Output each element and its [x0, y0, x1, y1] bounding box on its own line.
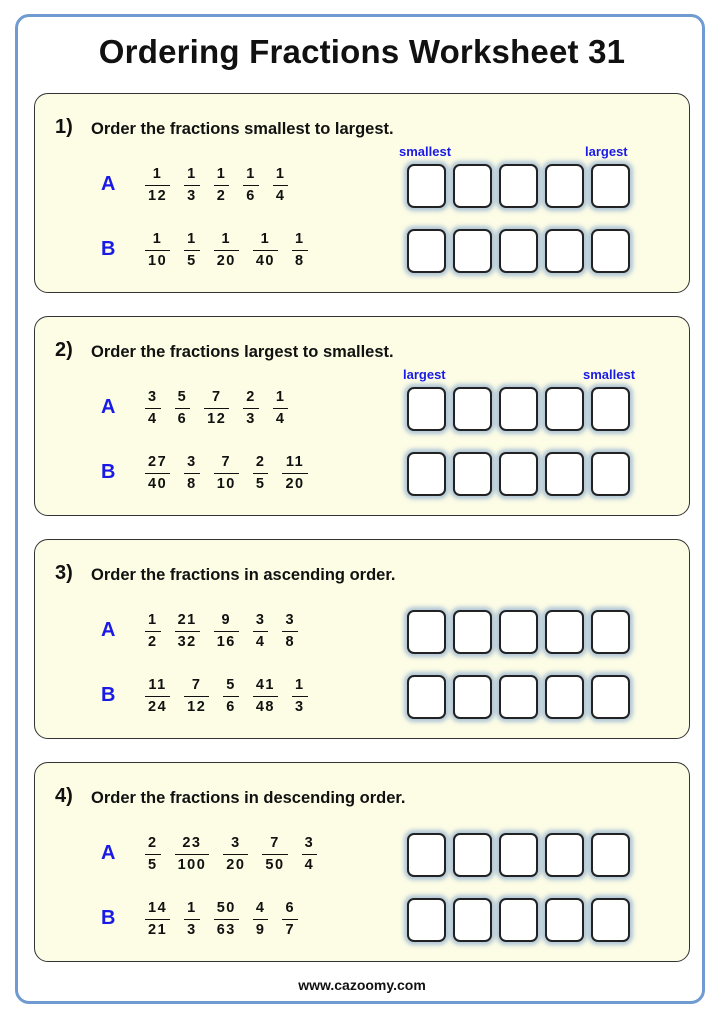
fraction-denominator: 12 — [187, 699, 207, 715]
question-instruction — [91, 789, 406, 808]
fraction-denominator: 4 — [275, 188, 286, 204]
fraction-denominator: 3 — [295, 699, 305, 715]
fraction — [253, 232, 278, 269]
fraction-numerator: 4 — [255, 900, 266, 916]
answer-box[interactable] — [591, 452, 630, 496]
fraction-numerator: 2 — [148, 835, 158, 851]
answer-box[interactable] — [499, 675, 538, 719]
answer-box[interactable] — [407, 452, 446, 496]
fraction-denominator: 6 — [246, 188, 256, 204]
answer-box[interactable] — [591, 610, 630, 654]
fraction-numerator: 3 — [304, 835, 315, 851]
question-number: 2) — [55, 339, 73, 361]
answer-box[interactable] — [499, 452, 538, 496]
fraction — [184, 232, 200, 269]
fraction — [262, 836, 287, 873]
footer-url: www.cazoomy.com — [298, 977, 426, 993]
answer-box[interactable] — [499, 898, 538, 942]
fraction-bar — [145, 854, 161, 856]
fraction-numerator: 1 — [187, 166, 197, 182]
fraction-numerator: 3 — [148, 389, 158, 405]
fraction-bar — [262, 854, 287, 856]
fraction-bar — [273, 408, 289, 410]
fraction-numerator: 1 — [148, 612, 158, 628]
fraction — [273, 390, 289, 427]
fraction — [223, 678, 239, 715]
fraction — [214, 167, 230, 204]
fraction-bar — [223, 854, 248, 856]
fraction-numerator: 7 — [191, 677, 202, 693]
fraction-denominator: 8 — [187, 476, 197, 492]
fraction-denominator: 8 — [285, 634, 296, 650]
fraction-list — [145, 167, 302, 204]
fraction-denominator: 8 — [295, 253, 305, 269]
answer-box[interactable] — [407, 833, 446, 877]
answer-box[interactable] — [545, 833, 584, 877]
answer-box[interactable] — [499, 833, 538, 877]
question-instruction — [91, 343, 394, 362]
fraction — [214, 613, 239, 650]
question-panel-2 — [34, 316, 690, 516]
fraction — [292, 232, 308, 269]
fraction-bar — [145, 408, 161, 410]
fraction — [282, 613, 298, 650]
fraction-bar — [282, 473, 307, 475]
fraction-list — [145, 390, 302, 427]
instruction-text-end: order. — [344, 566, 396, 584]
fraction-numerator: 5 — [226, 677, 236, 693]
fraction-numerator: 1 — [246, 166, 256, 182]
fraction — [214, 455, 239, 492]
fraction-numerator: 1 — [152, 231, 163, 247]
answer-box[interactable] — [591, 675, 630, 719]
fraction — [145, 901, 170, 938]
answer-box[interactable] — [453, 833, 492, 877]
fraction-denominator: 3 — [246, 411, 256, 427]
fraction-denominator: 10 — [148, 253, 168, 269]
fraction-denominator: 12 — [207, 411, 227, 427]
fraction-denominator: 9 — [255, 922, 266, 938]
answer-boxes — [407, 898, 630, 942]
instruction-text: Order the fractions in — [91, 789, 264, 807]
fraction-numerator: 3 — [285, 612, 296, 628]
fraction-numerator: 23 — [182, 835, 202, 851]
fraction-denominator: 4 — [304, 857, 315, 873]
answer-box[interactable] — [407, 229, 446, 273]
fraction-list — [145, 232, 322, 269]
question-instruction — [91, 566, 395, 585]
answer-box[interactable] — [453, 452, 492, 496]
fraction — [253, 901, 269, 938]
answer-box[interactable] — [545, 452, 584, 496]
answer-box[interactable] — [407, 164, 446, 208]
question-number: 4) — [55, 785, 73, 807]
fraction-bar — [145, 250, 170, 252]
fraction-bar — [282, 919, 298, 921]
fraction — [184, 455, 200, 492]
answer-box[interactable] — [591, 898, 630, 942]
row-letter: B — [101, 684, 116, 706]
answer-box[interactable] — [591, 229, 630, 273]
fraction-denominator: 24 — [148, 699, 168, 715]
row-letter: A — [101, 173, 116, 195]
fraction-denominator: 20 — [216, 253, 236, 269]
fraction — [214, 901, 239, 938]
fraction-numerator: 1 — [187, 900, 197, 916]
question-panel-1 — [34, 93, 690, 293]
fraction-denominator: 16 — [216, 634, 236, 650]
answer-box[interactable] — [407, 675, 446, 719]
fraction-numerator: 27 — [148, 454, 168, 470]
fraction-bar — [214, 631, 239, 633]
fraction — [204, 390, 229, 427]
answer-box[interactable] — [453, 164, 492, 208]
fraction-bar — [292, 250, 308, 252]
fraction-numerator: 1 — [275, 166, 286, 182]
fraction-bar — [184, 919, 200, 921]
answer-box[interactable] — [591, 387, 630, 431]
fraction-numerator: 2 — [255, 454, 266, 470]
fraction-bar — [253, 250, 278, 252]
question-panel-3 — [34, 539, 690, 739]
fraction — [145, 836, 161, 873]
fraction-bar — [223, 696, 239, 698]
fraction-bar — [292, 696, 308, 698]
row-letter: B — [101, 238, 116, 260]
fraction-denominator: 50 — [265, 857, 285, 873]
fraction — [175, 836, 210, 873]
fraction — [243, 167, 259, 204]
order-hint-end: smallest — [583, 367, 636, 382]
fraction-list — [145, 836, 331, 873]
fraction-numerator: 50 — [216, 900, 236, 916]
fraction-bar — [145, 631, 161, 633]
fraction-bar — [302, 854, 318, 856]
fraction — [145, 455, 170, 492]
fraction-bar — [214, 250, 239, 252]
fraction-denominator: 6 — [226, 699, 236, 715]
fraction — [145, 678, 170, 715]
answer-box[interactable] — [545, 164, 584, 208]
fraction-bar — [253, 631, 269, 633]
fraction-numerator: 2 — [246, 389, 256, 405]
answer-boxes — [407, 229, 630, 273]
fraction-bar — [243, 408, 259, 410]
fraction-denominator: 32 — [177, 634, 197, 650]
fraction-bar — [243, 185, 259, 187]
fraction-denominator: 5 — [148, 857, 158, 873]
fraction — [282, 901, 298, 938]
fraction-bar — [282, 631, 298, 633]
answer-box[interactable] — [407, 898, 446, 942]
question-number: 3) — [55, 562, 73, 584]
fraction — [175, 390, 191, 427]
answer-box[interactable] — [545, 610, 584, 654]
question-number: 1) — [55, 116, 73, 138]
fraction-denominator: 4 — [275, 411, 286, 427]
fraction-denominator: 40 — [148, 476, 168, 492]
row-letter: A — [101, 396, 116, 418]
fraction-numerator: 1 — [216, 166, 227, 182]
question-panel-4 — [34, 762, 690, 962]
fraction-list — [145, 613, 312, 650]
fraction — [145, 167, 170, 204]
question-instruction — [91, 120, 394, 139]
answer-box[interactable] — [499, 387, 538, 431]
fraction-bar — [214, 919, 239, 921]
fraction-numerator: 1 — [187, 231, 197, 247]
fraction-denominator: 4 — [148, 411, 158, 427]
fraction-bar — [214, 185, 230, 187]
answer-boxes — [407, 387, 630, 431]
answer-boxes — [407, 675, 630, 719]
fraction-numerator: 11 — [148, 677, 167, 693]
answer-boxes — [407, 833, 630, 877]
fraction-bar — [184, 696, 209, 698]
row-letter: A — [101, 842, 116, 864]
fraction-numerator: 7 — [211, 389, 222, 405]
fraction — [253, 455, 269, 492]
fraction-numerator: 7 — [270, 835, 280, 851]
answer-box[interactable] — [407, 387, 446, 431]
fraction-bar — [253, 473, 269, 475]
answer-box[interactable] — [453, 387, 492, 431]
fraction-denominator: 5 — [187, 253, 197, 269]
order-hint-start: smallest — [399, 144, 452, 159]
fraction-bar — [184, 473, 200, 475]
fraction-denominator: 48 — [255, 699, 275, 715]
fraction-denominator: 7 — [285, 922, 296, 938]
fraction-numerator: 3 — [231, 835, 241, 851]
instruction-text: Order the fractions largest to smallest. — [91, 343, 394, 361]
fraction-denominator: 3 — [187, 188, 197, 204]
fraction-bar — [175, 631, 200, 633]
fraction-denominator: 3 — [187, 922, 197, 938]
fraction-denominator: 4 — [255, 634, 266, 650]
answer-box[interactable] — [591, 833, 630, 877]
fraction-bar — [145, 473, 170, 475]
fraction — [243, 390, 259, 427]
row-letter: B — [101, 907, 116, 929]
fraction-denominator: 5 — [255, 476, 266, 492]
fraction — [302, 836, 318, 873]
fraction-bar — [184, 185, 200, 187]
fraction-numerator: 11 — [285, 454, 305, 470]
instruction-text: Order the fractions smallest to largest. — [91, 120, 394, 138]
fraction-denominator: 20 — [285, 476, 305, 492]
fraction-numerator: 1 — [260, 231, 271, 247]
fraction-bar — [145, 185, 170, 187]
fraction-bar — [253, 696, 278, 698]
fraction-list — [145, 455, 322, 492]
fraction-numerator: 3 — [187, 454, 197, 470]
fraction — [282, 455, 307, 492]
order-hint-end: largest — [585, 144, 628, 159]
fraction-numerator: 21 — [177, 612, 197, 628]
fraction-bar — [184, 250, 200, 252]
instruction-text: Order the fractions in — [91, 566, 264, 584]
fraction-numerator: 1 — [221, 231, 232, 247]
fraction-numerator: 7 — [221, 454, 232, 470]
fraction-bar — [145, 696, 170, 698]
answer-box[interactable] — [499, 229, 538, 273]
fraction — [253, 678, 278, 715]
fraction — [223, 836, 248, 873]
fraction-bar — [273, 185, 289, 187]
fraction-denominator: 6 — [177, 411, 188, 427]
answer-box[interactable] — [407, 610, 446, 654]
fraction-numerator: 1 — [295, 677, 305, 693]
fraction — [145, 390, 161, 427]
fraction-denominator: 10 — [216, 476, 236, 492]
answer-box[interactable] — [545, 898, 584, 942]
row-letter: B — [101, 461, 116, 483]
fraction-numerator: 5 — [177, 389, 188, 405]
fraction — [273, 167, 289, 204]
answer-box[interactable] — [591, 164, 630, 208]
fraction-numerator: 9 — [221, 612, 232, 628]
instruction-emphasis: ascending — [263, 566, 345, 584]
fraction-list — [145, 678, 322, 715]
fraction-bar — [175, 408, 191, 410]
fraction-numerator: 1 — [295, 231, 305, 247]
fraction — [253, 613, 269, 650]
fraction — [145, 613, 161, 650]
fraction-bar — [145, 919, 170, 921]
fraction-denominator: 20 — [226, 857, 246, 873]
fraction — [292, 678, 308, 715]
answer-box[interactable] — [499, 164, 538, 208]
fraction — [184, 167, 200, 204]
fraction-numerator: 1 — [275, 389, 286, 405]
fraction-denominator: 21 — [148, 922, 168, 938]
answer-box[interactable] — [499, 610, 538, 654]
fraction-numerator: 6 — [285, 900, 296, 916]
fraction-bar — [214, 473, 239, 475]
fraction-denominator: 12 — [148, 188, 168, 204]
instruction-emphasis: descending — [263, 789, 356, 807]
answer-box[interactable] — [453, 675, 492, 719]
answer-boxes — [407, 164, 630, 208]
fraction — [145, 232, 170, 269]
fraction-denominator: 100 — [177, 857, 207, 873]
instruction-text-end: order. — [355, 789, 406, 807]
fraction-denominator: 2 — [216, 188, 227, 204]
fraction-numerator: 1 — [152, 166, 163, 182]
fraction-numerator: 14 — [148, 900, 168, 916]
page-title: Ordering Fractions Worksheet 31 — [98, 33, 626, 70]
fraction-numerator: 3 — [255, 612, 266, 628]
fraction-bar — [253, 919, 269, 921]
fraction — [214, 232, 239, 269]
row-letter: A — [101, 619, 116, 641]
fraction — [184, 678, 209, 715]
fraction-numerator: 41 — [255, 677, 275, 693]
fraction-list — [145, 901, 312, 938]
answer-boxes — [407, 610, 630, 654]
fraction-bar — [204, 408, 229, 410]
fraction-denominator: 2 — [148, 634, 158, 650]
fraction — [184, 901, 200, 938]
fraction — [175, 613, 200, 650]
fraction-bar — [175, 854, 210, 856]
fraction-denominator: 40 — [255, 253, 275, 269]
answer-boxes — [407, 452, 630, 496]
fraction-denominator: 63 — [216, 922, 236, 938]
answer-box[interactable] — [453, 610, 492, 654]
answer-box[interactable] — [453, 898, 492, 942]
answer-box[interactable] — [545, 229, 584, 273]
order-hint-start: largest — [403, 367, 446, 382]
answer-box[interactable] — [545, 387, 584, 431]
answer-box[interactable] — [453, 229, 492, 273]
answer-box[interactable] — [545, 675, 584, 719]
